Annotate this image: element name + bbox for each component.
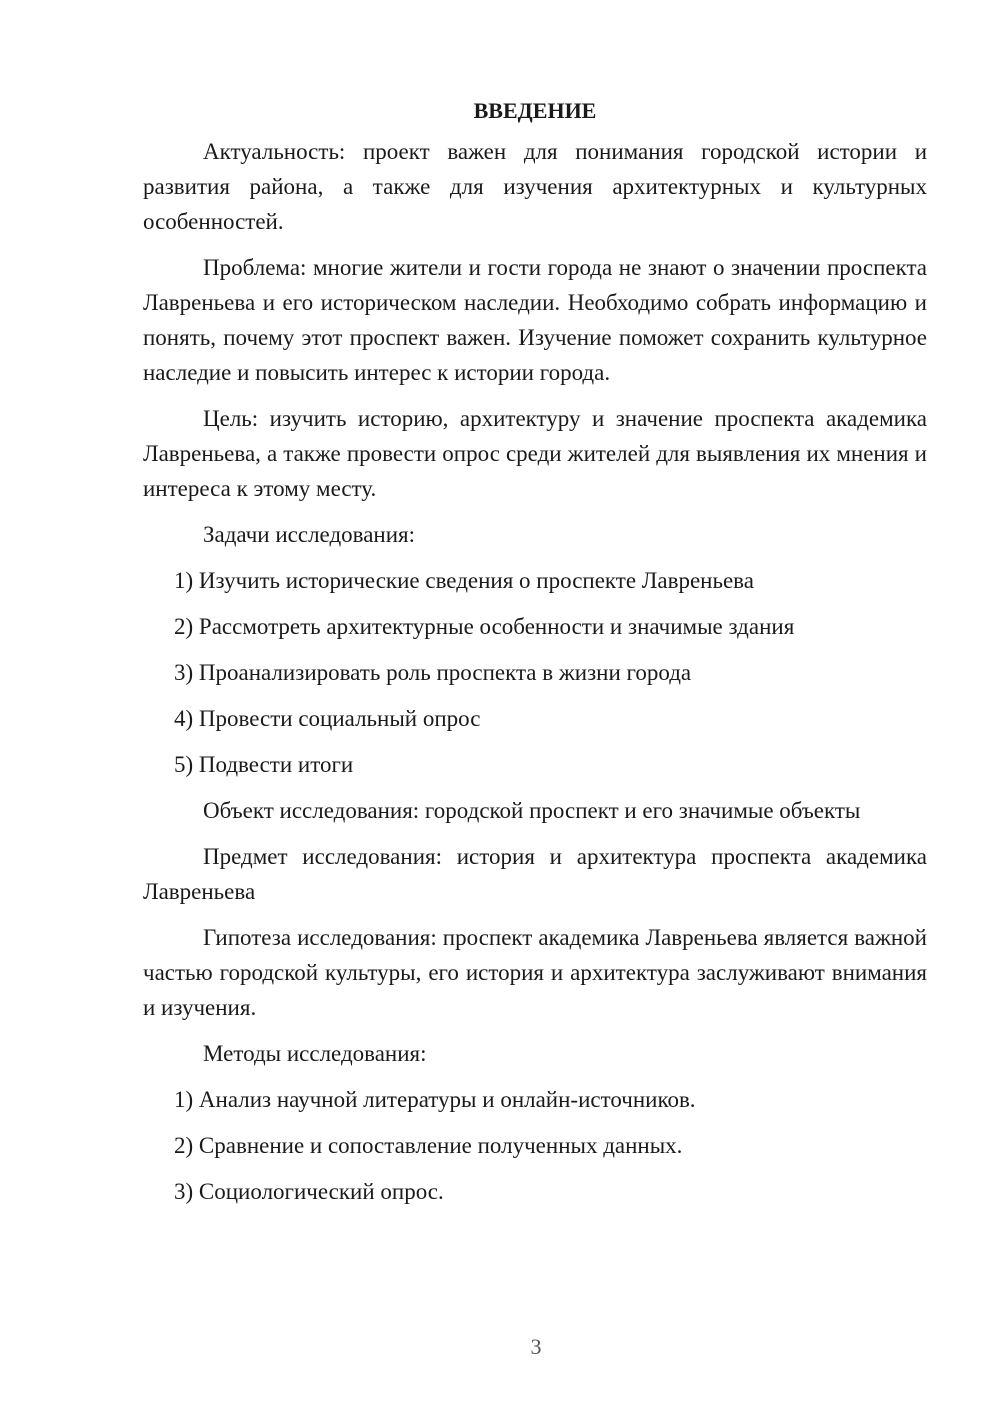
object-paragraph: Объект исследования: городской проспект и его значимые объекты	[203, 798, 861, 823]
problem-paragraph: Проблема: многие жители и гости города не знают о значении проспекта Лавреньева и его историческом наследии. Необходимо собрать информацию и понять, почему этот проспект важен. Изучение поможет сохранить культурное наследие и повысить интерес к истории города.	[143, 255, 927, 385]
subject-paragraph: Предмет исследования: история и архитектура проспекта академика Лавреньева	[143, 844, 927, 904]
page-number: 3	[530, 1334, 542, 1359]
methods-heading: Методы исследования:	[203, 1041, 427, 1066]
document-body	[143, 96, 927, 1220]
relevance-paragraph: Актуальность: проект важен для понимания городской истории и развития района, а также для изучения архитектурных и культурных особенностей.	[143, 139, 927, 234]
task-item: 3) Проанализировать роль проспекта в жизни города	[174, 660, 692, 685]
method-item: 1) Анализ научной литературы и онлайн-источников.	[174, 1087, 696, 1112]
task-item: 1) Изучить исторические сведения о проспекте Лавреньева	[174, 568, 754, 593]
page-title: ВВЕДЕНИЕ	[473, 98, 597, 123]
task-item: 4) Провести социальный опрос	[174, 706, 481, 731]
method-item: 2) Сравнение и сопоставление полученных данных.	[174, 1133, 683, 1158]
hypothesis-paragraph: Гипотеза исследования: проспект академика Лавреньева является важной частью городской культуры, его история и архитектура заслуживают внимания и изучения.	[143, 925, 927, 1020]
task-item: 2) Рассмотреть архитектурные особенности и значимые здания	[174, 614, 795, 639]
task-item: 5) Подвести итоги	[174, 752, 354, 777]
method-item: 3) Социологический опрос.	[174, 1179, 444, 1204]
tasks-heading: Задачи исследования:	[203, 522, 416, 547]
goal-paragraph: Цель: изучить историю, архитектуру и значение проспекта академика Лавреньева, а также провести опрос среди жителей для выявления их мнения и интереса к этому месту.	[143, 406, 927, 501]
